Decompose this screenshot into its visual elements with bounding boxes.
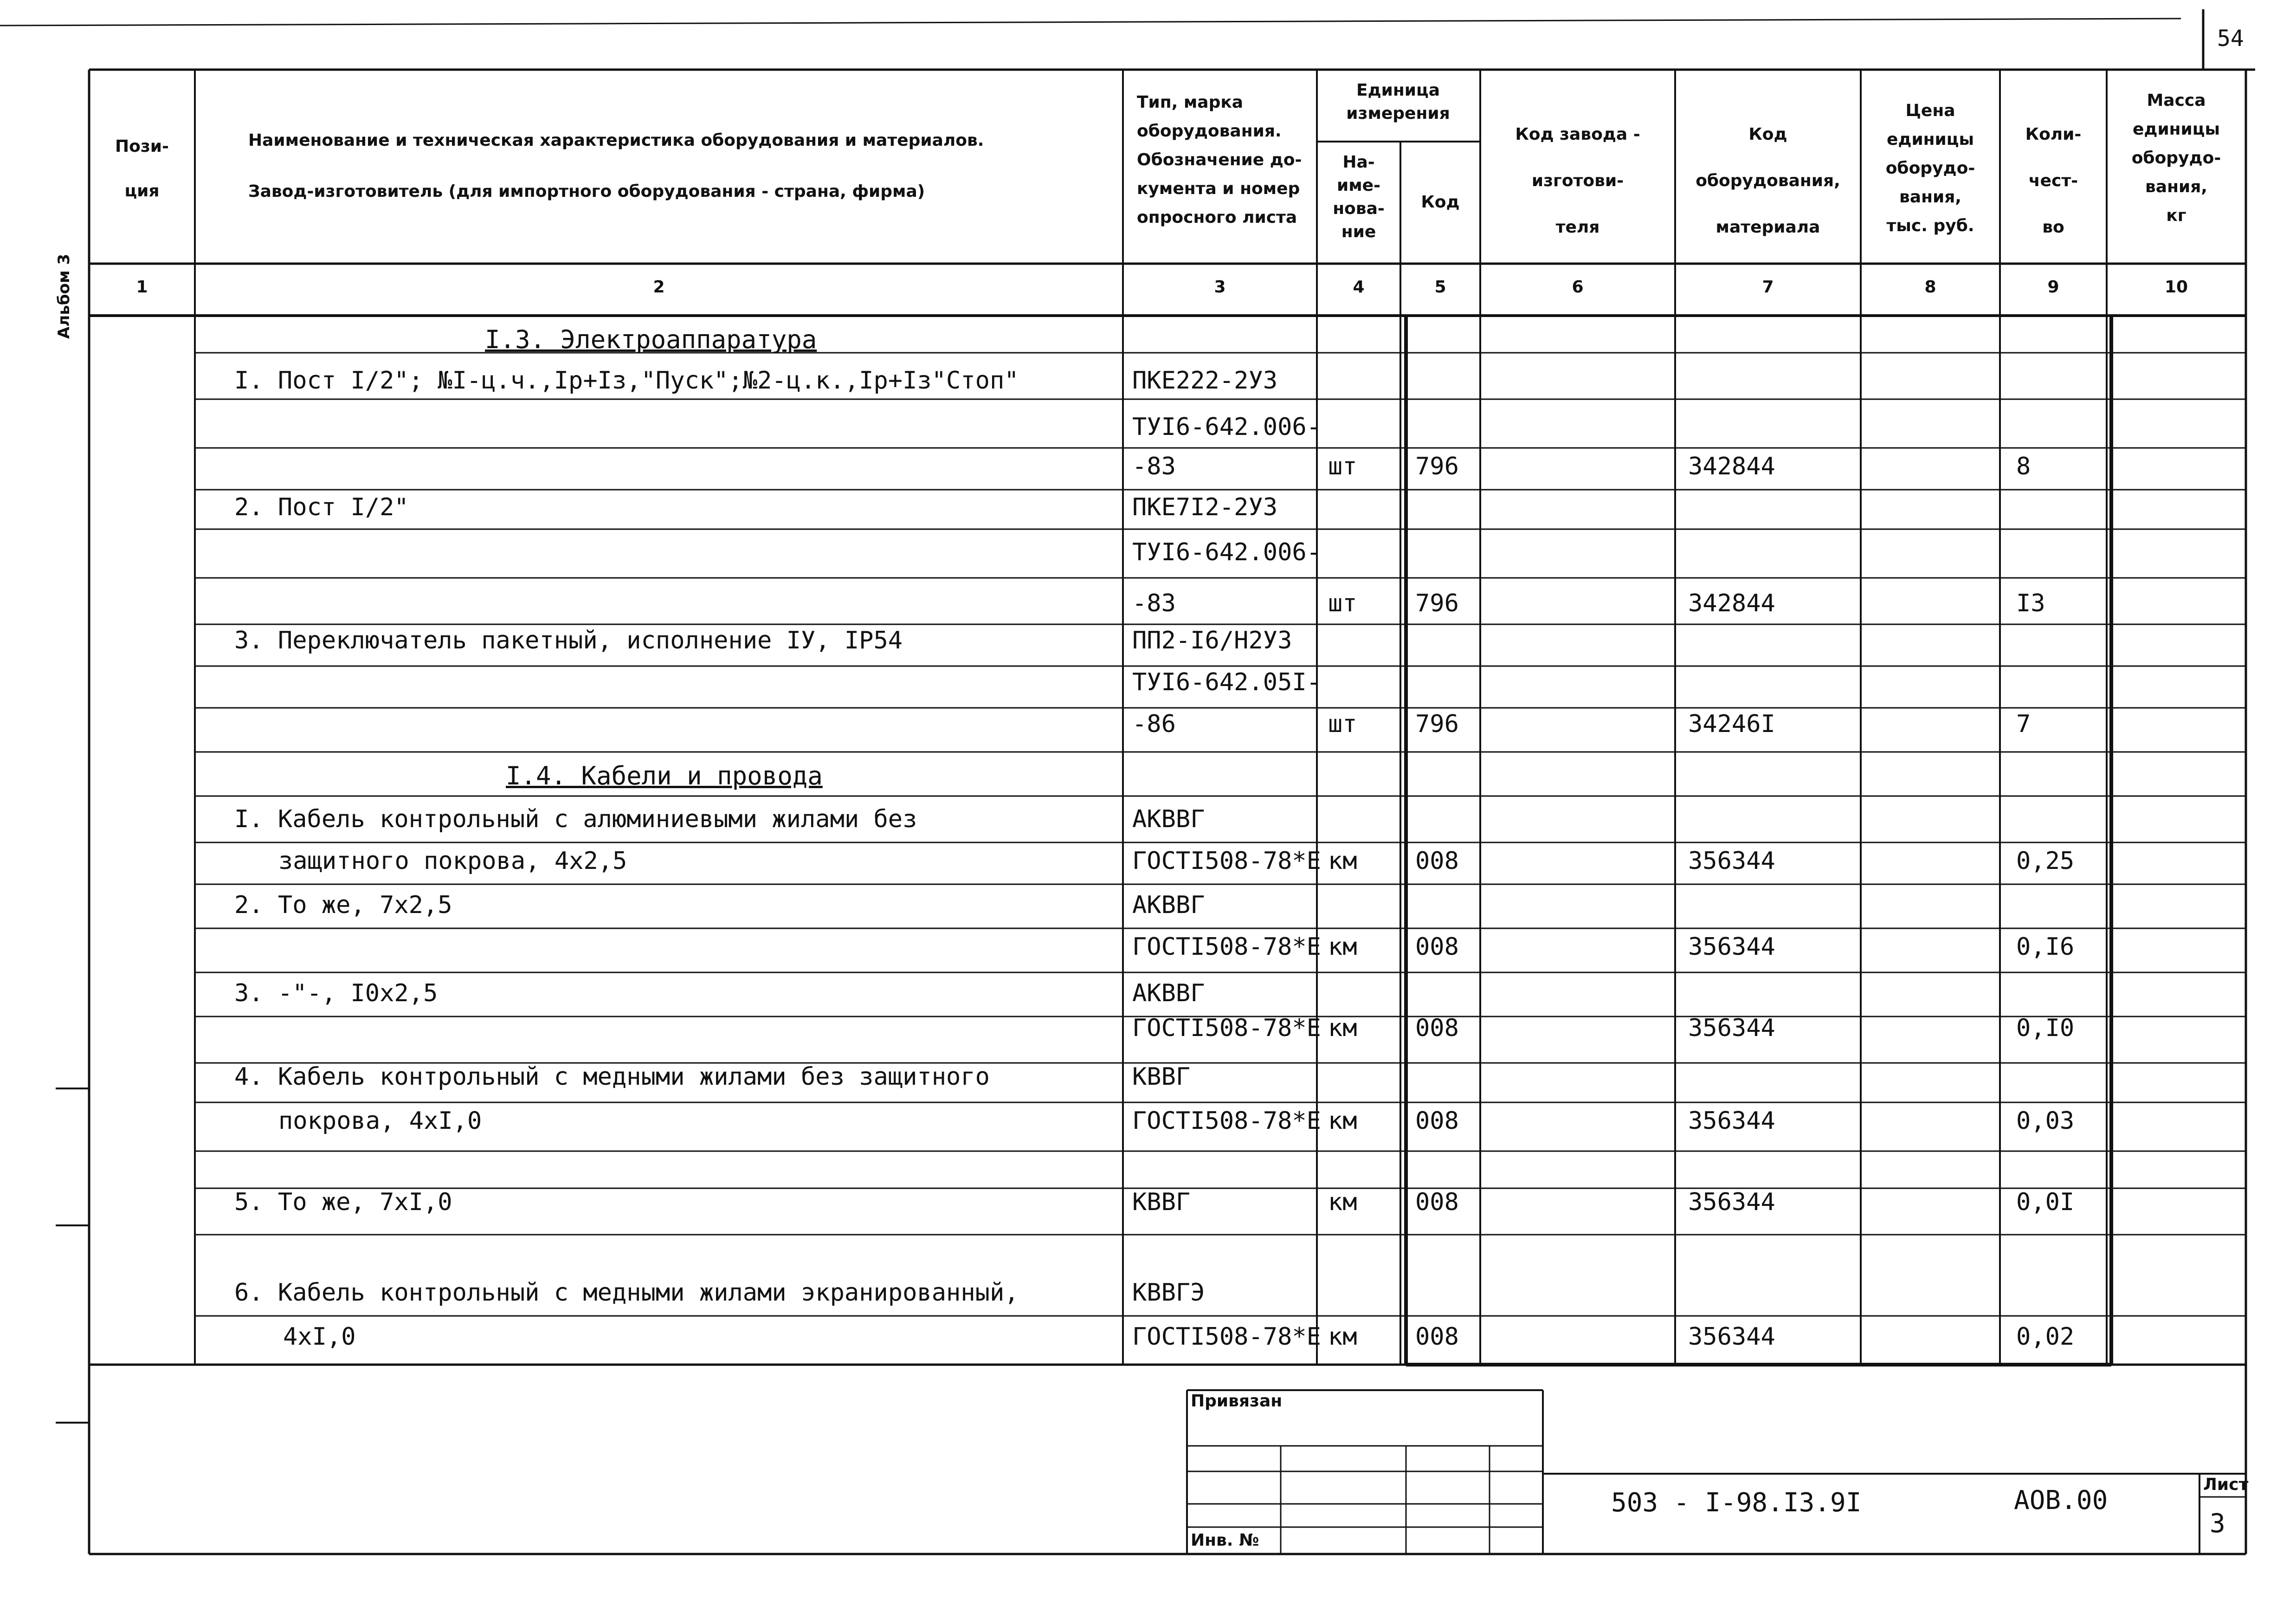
header-price: Цена единицы оборудо- вания, тыс. руб. (1885, 101, 1975, 235)
column-number: 9 (2047, 278, 2059, 297)
item-name: 4. Кабель контрольный с медными жилами без защитного (234, 1063, 990, 1091)
item-name: защитного покрова, 4х2,5 (278, 847, 627, 875)
item-name: 3. Переключатель пакетный, исполнение IУ, IP54 (234, 627, 903, 654)
item-type: -86 (1132, 710, 1176, 738)
item-type: ГОСТI508-78*Е (1132, 1323, 1321, 1351)
item-quantity: 0,I0 (2016, 1014, 2075, 1042)
column-number: 8 (1924, 278, 1936, 297)
item-type: КВВГ (1132, 1063, 1191, 1091)
item-name: 4хI,0 (283, 1323, 356, 1351)
item-unit: км (1328, 1188, 1357, 1216)
item-type: ТУI6-642.006- (1132, 538, 1321, 566)
item-unit-code: 008 (1415, 933, 1459, 961)
item-unit-code: 008 (1415, 1188, 1459, 1216)
item-type: -83 (1132, 453, 1176, 480)
column-number: 3 (1214, 278, 1226, 297)
item-equipment-code: 342844 (1688, 589, 1775, 617)
section-title: I.4. Кабели и провода (506, 761, 823, 790)
header-quantity: Коли- чест- во (2025, 125, 2082, 237)
item-quantity: 7 (2016, 710, 2031, 738)
item-unit: км (1328, 1107, 1357, 1135)
header-position: Пози- ция (115, 137, 169, 201)
item-type: ГОСТI508-78*Е (1132, 933, 1321, 961)
item-equipment-code: 342844 (1688, 453, 1775, 480)
item-unit-code: 008 (1415, 1014, 1459, 1042)
item-unit-code: 796 (1415, 710, 1459, 738)
item-equipment-code: 356344 (1688, 1014, 1775, 1042)
sheet-number: 3 (2210, 1509, 2225, 1539)
item-unit: шт (1328, 589, 1357, 617)
document-mark: АОВ.00 (2014, 1485, 2108, 1515)
item-type: ТУI6-642.006- (1132, 413, 1321, 441)
header-plant-code: Код завода - изготови- теля (1515, 125, 1640, 237)
header-equipment-code: Код оборудования, материала (1696, 125, 1840, 237)
item-name: покрова, 4хI,0 (278, 1107, 482, 1135)
column-number: 2 (653, 278, 665, 297)
item-equipment-code: 356344 (1688, 1323, 1775, 1351)
item-type: ГОСТI508-78*Е (1132, 847, 1321, 875)
item-unit: км (1328, 1014, 1357, 1042)
item-unit-code: 008 (1415, 1107, 1459, 1135)
item-unit: км (1328, 847, 1357, 875)
item-quantity: 8 (2016, 453, 2031, 480)
page-number: 54 (2217, 26, 2244, 52)
item-unit-code: 796 (1415, 453, 1459, 480)
column-number: 1 (136, 278, 148, 297)
item-type: ТУI6-642.05I- (1132, 668, 1321, 696)
item-type: -83 (1132, 589, 1176, 617)
side-label: Альбом 3 (55, 253, 73, 339)
item-type: АКВВГ (1132, 891, 1205, 919)
item-unit: км (1328, 1323, 1357, 1351)
item-type: КВВГ (1132, 1188, 1191, 1216)
document-code: 503 - I-98.I3.9I (1611, 1488, 1862, 1518)
item-quantity: I3 (2016, 589, 2045, 617)
header-name: Наименование и техническая характеристика оборудования и материалов. Завод-изготовитель (для импортного оборудования - страна, фирма) (248, 131, 984, 201)
header-unit: Единица измерения (1346, 81, 1450, 123)
item-equipment-code: 356344 (1688, 1188, 1775, 1216)
item-type: ПКЕ222-2УЗ (1132, 367, 1278, 395)
item-type: ПКЕ7I2-2УЗ (1132, 493, 1278, 521)
item-type: АКВВГ (1132, 805, 1205, 833)
section-title: I.3. Электроаппаратура (485, 325, 817, 354)
item-unit-code: 008 (1415, 847, 1459, 875)
column-number: 4 (1353, 278, 1365, 297)
item-unit: шт (1328, 710, 1357, 738)
item-quantity: 0,I6 (2016, 933, 2075, 961)
item-unit-code: 008 (1415, 1323, 1459, 1351)
header-unit-name: На- име- нова- ние (1333, 153, 1385, 241)
item-name: 6. Кабель контрольный с медными жилами экранированный, (234, 1279, 1019, 1307)
top-edge-line (0, 19, 2181, 26)
item-name: 2. Пост I/2" (234, 493, 409, 521)
item-equipment-code: 356344 (1688, 933, 1775, 961)
sheet-label: Лист (2203, 1475, 2249, 1494)
item-name: 2. То же, 7х2,5 (234, 891, 452, 919)
item-name: I. Пост I/2"; №I-ц.ч.,Ip+Iз,"Пуск";№2-ц.к.,Ip+Iз"Стоп" (234, 367, 1019, 395)
header-mass: Масса единицы оборудо- вания, кг (2131, 91, 2221, 225)
item-quantity: 0,0I (2016, 1188, 2075, 1216)
item-type: АКВВГ (1132, 979, 1205, 1007)
item-type: ГОСТI508-78*Е (1132, 1107, 1321, 1135)
item-name: I. Кабель контрольный с алюминиевыми жилами без (234, 805, 917, 833)
item-quantity: 0,25 (2016, 847, 2075, 875)
item-equipment-code: 34246I (1688, 710, 1775, 738)
item-name: 5. То же, 7хI,0 (234, 1188, 452, 1216)
item-equipment-code: 356344 (1688, 1107, 1775, 1135)
header-type: Тип, марка оборудования. Обозначение до- кумента и номер опросного листа (1137, 93, 1302, 227)
item-unit: шт (1328, 453, 1357, 480)
column-number: 5 (1434, 278, 1446, 297)
inventory-label: Инв. № (1191, 1531, 1259, 1550)
item-type: ПП2-I6/Н2УЗ (1132, 627, 1292, 654)
header-unit-code: Код (1421, 193, 1460, 212)
bound-label: Привязан (1191, 1392, 1283, 1411)
item-unit-code: 796 (1415, 589, 1459, 617)
column-number: 10 (2164, 278, 2188, 297)
item-type: КВВГЭ (1132, 1279, 1205, 1307)
item-type: ГОСТI508-78*Е (1132, 1014, 1321, 1042)
item-unit: км (1328, 933, 1357, 961)
column-number: 7 (1762, 278, 1774, 297)
item-name: 3. -"-, I0х2,5 (234, 979, 438, 1007)
item-quantity: 0,02 (2016, 1323, 2075, 1351)
item-quantity: 0,03 (2016, 1107, 2075, 1135)
column-number: 6 (1572, 278, 1584, 297)
item-equipment-code: 356344 (1688, 847, 1775, 875)
